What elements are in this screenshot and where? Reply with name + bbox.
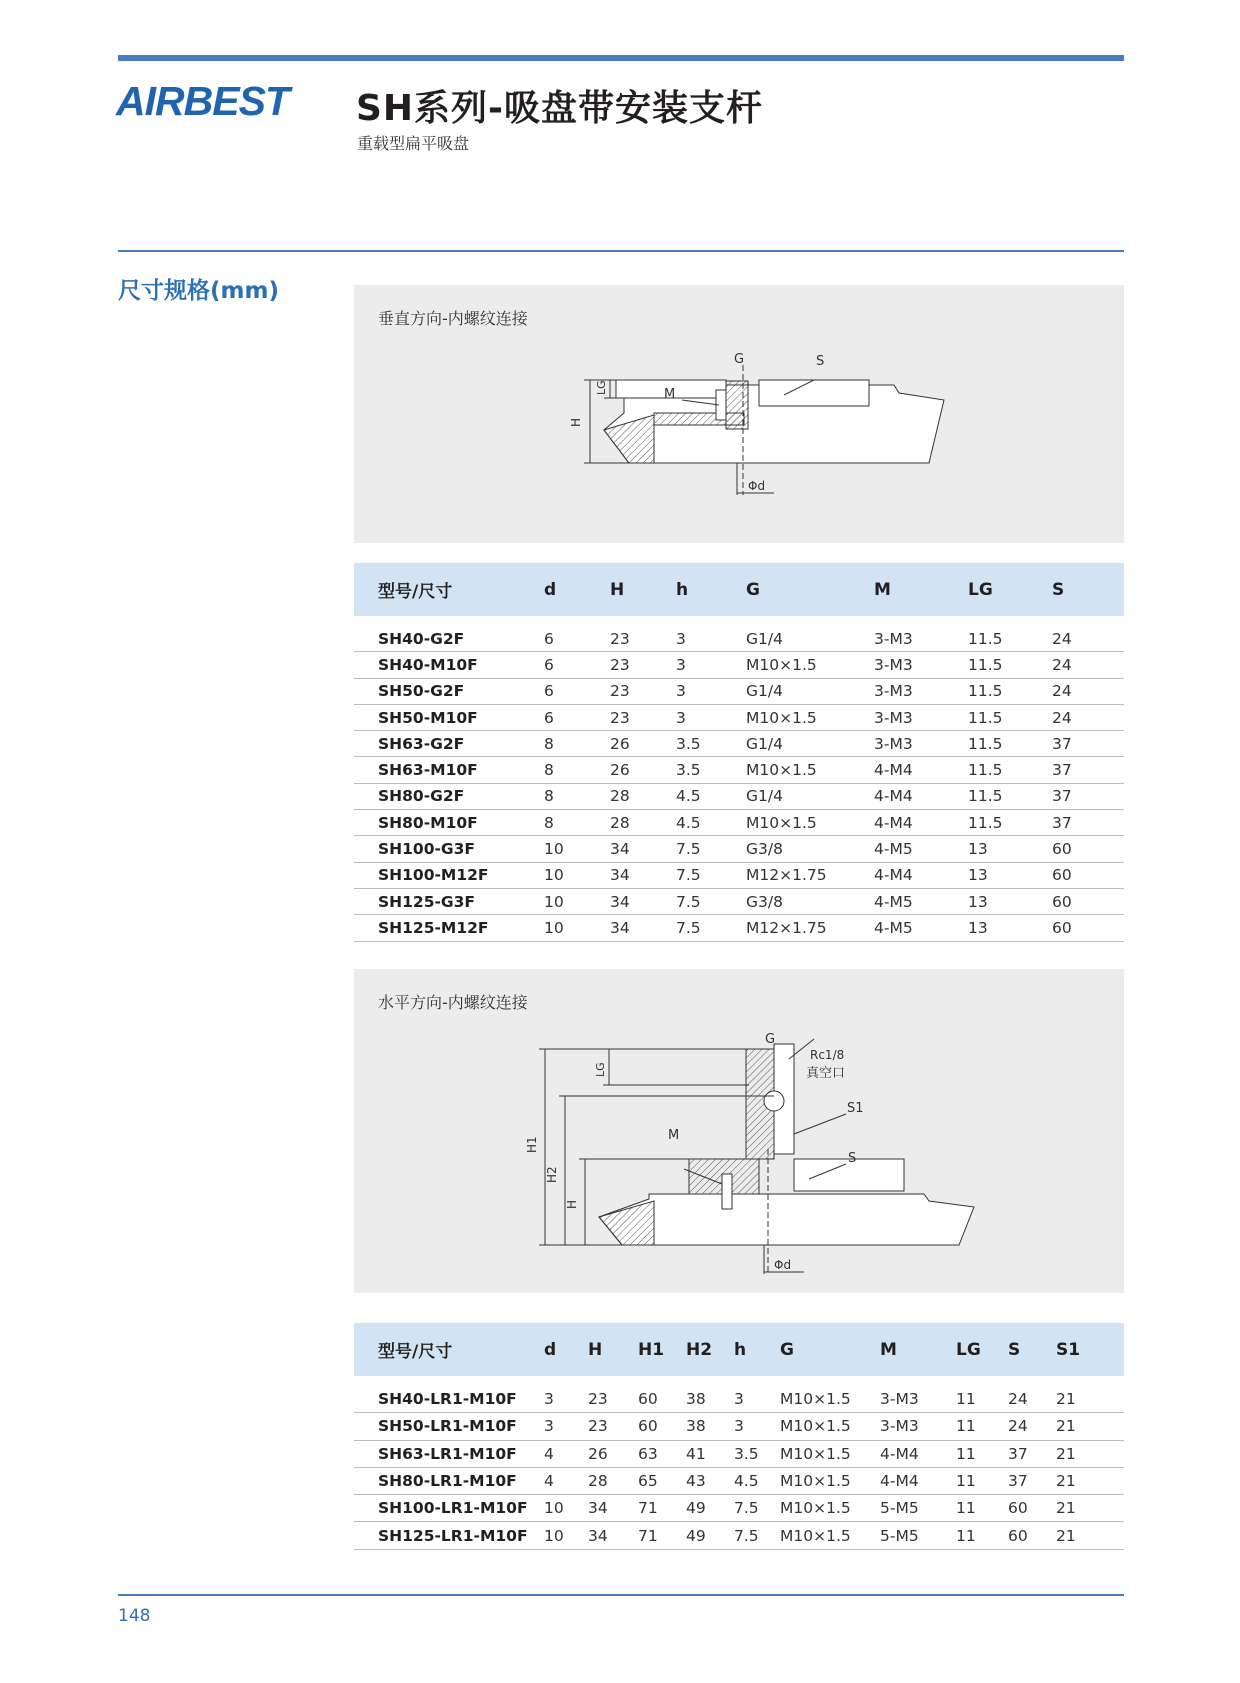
label-d2: Φd (774, 1258, 792, 1272)
value-cell: M10×1.5 (780, 1440, 880, 1467)
value-cell: 3-M3 (880, 1413, 956, 1440)
value-cell: 10 (544, 915, 610, 941)
value-cell: 11 (956, 1413, 1008, 1440)
label-g: G (734, 352, 745, 367)
model-cell: SH125-LR1-M10F (354, 1522, 544, 1549)
value-cell: 23 (610, 678, 676, 704)
model-cell: SH50-M10F (354, 704, 544, 730)
value-cell: G1/4 (746, 678, 874, 704)
value-cell: 23 (610, 704, 676, 730)
value-cell: 34 (610, 836, 676, 862)
diagram-vertical (354, 285, 1124, 543)
col2-S1: S1 (1056, 1323, 1124, 1381)
col2-model: 型号/尺寸 (354, 1323, 544, 1381)
table-row (354, 1467, 1124, 1494)
value-cell: 23 (610, 621, 676, 652)
page-number: 148 (118, 1606, 151, 1626)
value-cell: 65 (638, 1467, 686, 1494)
label-s2: S (848, 1151, 857, 1166)
value-cell: 11 (956, 1467, 1008, 1494)
value-cell: 23 (610, 652, 676, 678)
value-cell: 4-M5 (874, 888, 968, 914)
value-cell: 34 (588, 1522, 638, 1549)
col2-d: d (544, 1323, 588, 1381)
model-cell: SH100-LR1-M10F (354, 1495, 544, 1522)
value-cell: 24 (1008, 1381, 1056, 1413)
label-h2: H2 (545, 1166, 559, 1183)
model-cell: SH40-G2F (354, 621, 544, 652)
label-h-2: H (565, 1199, 579, 1209)
model-cell: SH50-LR1-M10F (354, 1413, 544, 1440)
value-cell: 60 (638, 1413, 686, 1440)
value-cell: 38 (686, 1413, 734, 1440)
value-cell: 26 (588, 1440, 638, 1467)
value-cell: 23 (588, 1381, 638, 1413)
table-row (354, 731, 1124, 757)
value-cell: 3.5 (734, 1440, 780, 1467)
value-cell: G1/4 (746, 783, 874, 809)
value-cell: M10×1.5 (746, 704, 874, 730)
value-cell: 4-M4 (880, 1467, 956, 1494)
col-M: M (874, 563, 968, 621)
value-cell: 43 (686, 1467, 734, 1494)
model-cell: SH80-LR1-M10F (354, 1467, 544, 1494)
value-cell: 10 (544, 1522, 588, 1549)
value-cell: 5-M5 (880, 1522, 956, 1549)
value-cell: 21 (1056, 1413, 1124, 1440)
table-row (354, 1522, 1124, 1549)
value-cell: 3-M3 (880, 1381, 956, 1413)
model-cell: SH125-G3F (354, 888, 544, 914)
value-cell: 13 (968, 915, 1052, 941)
table-row (354, 1495, 1124, 1522)
value-cell: M10×1.5 (780, 1381, 880, 1413)
value-cell: 34 (610, 862, 676, 888)
value-cell: 13 (968, 862, 1052, 888)
value-cell: 7.5 (676, 836, 746, 862)
value-cell: 38 (686, 1381, 734, 1413)
value-cell: 7.5 (676, 915, 746, 941)
value-cell: 21 (1056, 1381, 1124, 1413)
value-cell: 6 (544, 621, 610, 652)
value-cell: 60 (1052, 862, 1124, 888)
value-cell: 6 (544, 678, 610, 704)
table-row (354, 652, 1124, 678)
value-cell: 4-M5 (874, 915, 968, 941)
value-cell: 21 (1056, 1440, 1124, 1467)
value-cell: 60 (1052, 915, 1124, 941)
label-g2: G (765, 1032, 776, 1047)
value-cell: 4-M4 (874, 783, 968, 809)
label-m2: M (668, 1128, 680, 1143)
label-h: H (569, 417, 583, 427)
model-cell: SH63-G2F (354, 731, 544, 757)
col-S: S (1052, 563, 1124, 621)
table-row (354, 888, 1124, 914)
col-h: h (676, 563, 746, 621)
value-cell: 7.5 (734, 1522, 780, 1549)
col2-H2: H2 (686, 1323, 734, 1381)
table-row (354, 678, 1124, 704)
value-cell: 3-M3 (874, 678, 968, 704)
value-cell: 11.5 (968, 652, 1052, 678)
footer-rule (118, 1594, 1124, 1596)
value-cell: 4.5 (676, 783, 746, 809)
value-cell: 37 (1052, 731, 1124, 757)
value-cell: 4-M5 (874, 836, 968, 862)
value-cell: 11 (956, 1381, 1008, 1413)
value-cell: M10×1.5 (780, 1522, 880, 1549)
col2-h: h (734, 1323, 780, 1381)
value-cell: 21 (1056, 1495, 1124, 1522)
value-cell: 63 (638, 1440, 686, 1467)
label-s: S (816, 354, 825, 369)
value-cell: 3-M3 (874, 621, 968, 652)
value-cell: G1/4 (746, 621, 874, 652)
spec-table-vertical-header (354, 563, 1124, 621)
spec-table-horizontal (354, 1323, 1124, 1550)
value-cell: 3-M3 (874, 731, 968, 757)
value-cell: 8 (544, 810, 610, 836)
table-row (354, 783, 1124, 809)
col2-LG: LG (956, 1323, 1008, 1381)
table-row (354, 915, 1124, 941)
value-cell: 34 (610, 915, 676, 941)
value-cell: 26 (610, 731, 676, 757)
value-cell: 60 (1052, 888, 1124, 914)
brand-logo: AIRBEST (116, 78, 289, 124)
value-cell: 11 (956, 1495, 1008, 1522)
label-d: Φd (748, 479, 766, 493)
value-cell: 37 (1008, 1467, 1056, 1494)
value-cell: 4.5 (734, 1467, 780, 1494)
diagram-vertical-title: 垂直方向-内螺纹连接 (378, 309, 528, 328)
value-cell: 28 (588, 1467, 638, 1494)
value-cell: 60 (1008, 1522, 1056, 1549)
value-cell: 37 (1052, 757, 1124, 783)
value-cell: 3.5 (676, 757, 746, 783)
value-cell: 4 (544, 1467, 588, 1494)
label-lg2: LG (594, 1062, 607, 1077)
table-row (354, 1381, 1124, 1413)
value-cell: 37 (1008, 1440, 1056, 1467)
value-cell: G1/4 (746, 731, 874, 757)
value-cell: M12×1.75 (746, 862, 874, 888)
col2-G: G (780, 1323, 880, 1381)
label-rc: Rc1/8 (810, 1048, 845, 1062)
value-cell: 60 (1008, 1495, 1056, 1522)
value-cell: M10×1.5 (746, 810, 874, 836)
table-row (354, 757, 1124, 783)
model-cell: SH40-M10F (354, 652, 544, 678)
value-cell: 3.5 (676, 731, 746, 757)
value-cell: 11 (956, 1522, 1008, 1549)
value-cell: 24 (1052, 678, 1124, 704)
value-cell: 8 (544, 731, 610, 757)
value-cell: 34 (588, 1495, 638, 1522)
model-cell: SH125-M12F (354, 915, 544, 941)
value-cell: M10×1.5 (746, 652, 874, 678)
value-cell: 6 (544, 704, 610, 730)
value-cell: 11.5 (968, 678, 1052, 704)
value-cell: 13 (968, 888, 1052, 914)
value-cell: 24 (1008, 1413, 1056, 1440)
value-cell: 7.5 (676, 888, 746, 914)
value-cell: 10 (544, 836, 610, 862)
value-cell: 11 (956, 1440, 1008, 1467)
label-vac: 真空口 (806, 1066, 846, 1081)
value-cell: 11.5 (968, 731, 1052, 757)
spec-table-horizontal-header (354, 1323, 1124, 1381)
col2-M: M (880, 1323, 956, 1381)
diagram-horizontal (354, 969, 1124, 1293)
value-cell: 71 (638, 1495, 686, 1522)
value-cell: 3 (676, 652, 746, 678)
value-cell: 10 (544, 862, 610, 888)
col2-H: H (588, 1323, 638, 1381)
value-cell: 6 (544, 652, 610, 678)
value-cell: 4-M4 (874, 862, 968, 888)
value-cell: 4.5 (676, 810, 746, 836)
value-cell: 4-M4 (874, 757, 968, 783)
value-cell: 21 (1056, 1522, 1124, 1549)
value-cell: 4-M4 (880, 1440, 956, 1467)
table-row (354, 1440, 1124, 1467)
col-model: 型号/尺寸 (354, 563, 544, 621)
value-cell: 23 (588, 1413, 638, 1440)
value-cell: 24 (1052, 652, 1124, 678)
value-cell: 7.5 (734, 1495, 780, 1522)
top-rule (118, 55, 1124, 61)
model-cell: SH40-LR1-M10F (354, 1381, 544, 1413)
model-cell: SH80-M10F (354, 810, 544, 836)
model-cell: SH63-LR1-M10F (354, 1440, 544, 1467)
value-cell: 37 (1052, 810, 1124, 836)
label-h1: H1 (525, 1136, 539, 1153)
value-cell: 71 (638, 1522, 686, 1549)
value-cell: 11.5 (968, 757, 1052, 783)
col2-H1: H1 (638, 1323, 686, 1381)
table-row (354, 810, 1124, 836)
value-cell: 11.5 (968, 621, 1052, 652)
col2-S: S (1008, 1323, 1056, 1381)
value-cell: 49 (686, 1495, 734, 1522)
value-cell: 11.5 (968, 783, 1052, 809)
col-H: H (610, 563, 676, 621)
model-cell: SH100-G3F (354, 836, 544, 862)
col-d: d (544, 563, 610, 621)
value-cell: 13 (968, 836, 1052, 862)
value-cell: 3 (544, 1381, 588, 1413)
section-title: 尺寸规格(mm) (118, 278, 279, 304)
value-cell: 60 (1052, 836, 1124, 862)
value-cell: 10 (544, 1495, 588, 1522)
table-row (354, 1413, 1124, 1440)
value-cell: 11.5 (968, 704, 1052, 730)
diagram-horizontal-title: 水平方向-内螺纹连接 (378, 993, 528, 1012)
value-cell: 11.5 (968, 810, 1052, 836)
label-m: M (664, 387, 676, 402)
page-title: SH系列-吸盘带安装支杆 (356, 88, 763, 129)
section-rule (118, 250, 1124, 252)
value-cell: 8 (544, 783, 610, 809)
value-cell: 26 (610, 757, 676, 783)
value-cell: 3 (676, 704, 746, 730)
value-cell: 8 (544, 757, 610, 783)
spec-table-vertical (354, 563, 1124, 942)
value-cell: 4 (544, 1440, 588, 1467)
table-row (354, 704, 1124, 730)
model-cell: SH63-M10F (354, 757, 544, 783)
value-cell: 24 (1052, 704, 1124, 730)
model-cell: SH80-G2F (354, 783, 544, 809)
value-cell: M10×1.5 (780, 1495, 880, 1522)
value-cell: 37 (1052, 783, 1124, 809)
value-cell: G3/8 (746, 836, 874, 862)
spec-table-vertical-body (354, 621, 1124, 941)
value-cell: 3 (544, 1413, 588, 1440)
label-lg: LG (595, 380, 608, 395)
spec-table-horizontal-body (354, 1381, 1124, 1549)
table-row (354, 836, 1124, 862)
table-row (354, 621, 1124, 652)
col-LG: LG (968, 563, 1052, 621)
value-cell: 24 (1052, 621, 1124, 652)
label-s1: S1 (847, 1101, 864, 1116)
model-cell: SH50-G2F (354, 678, 544, 704)
value-cell: 7.5 (676, 862, 746, 888)
value-cell: 3 (676, 678, 746, 704)
value-cell: 60 (638, 1381, 686, 1413)
value-cell: 21 (1056, 1467, 1124, 1494)
value-cell: M12×1.75 (746, 915, 874, 941)
value-cell: 3 (734, 1413, 780, 1440)
value-cell: 3 (676, 621, 746, 652)
value-cell: 28 (610, 810, 676, 836)
value-cell: 10 (544, 888, 610, 914)
value-cell: 49 (686, 1522, 734, 1549)
value-cell: 28 (610, 783, 676, 809)
value-cell: 3-M3 (874, 652, 968, 678)
value-cell: 5-M5 (880, 1495, 956, 1522)
table-row (354, 862, 1124, 888)
value-cell: 34 (610, 888, 676, 914)
page-subtitle: 重载型扁平吸盘 (357, 134, 470, 153)
col-G: G (746, 563, 874, 621)
value-cell: 3 (734, 1381, 780, 1413)
model-cell: SH100-M12F (354, 862, 544, 888)
value-cell: 41 (686, 1440, 734, 1467)
value-cell: 3-M3 (874, 704, 968, 730)
value-cell: M10×1.5 (746, 757, 874, 783)
value-cell: M10×1.5 (780, 1413, 880, 1440)
value-cell: G3/8 (746, 888, 874, 914)
value-cell: M10×1.5 (780, 1467, 880, 1494)
value-cell: 4-M4 (874, 810, 968, 836)
